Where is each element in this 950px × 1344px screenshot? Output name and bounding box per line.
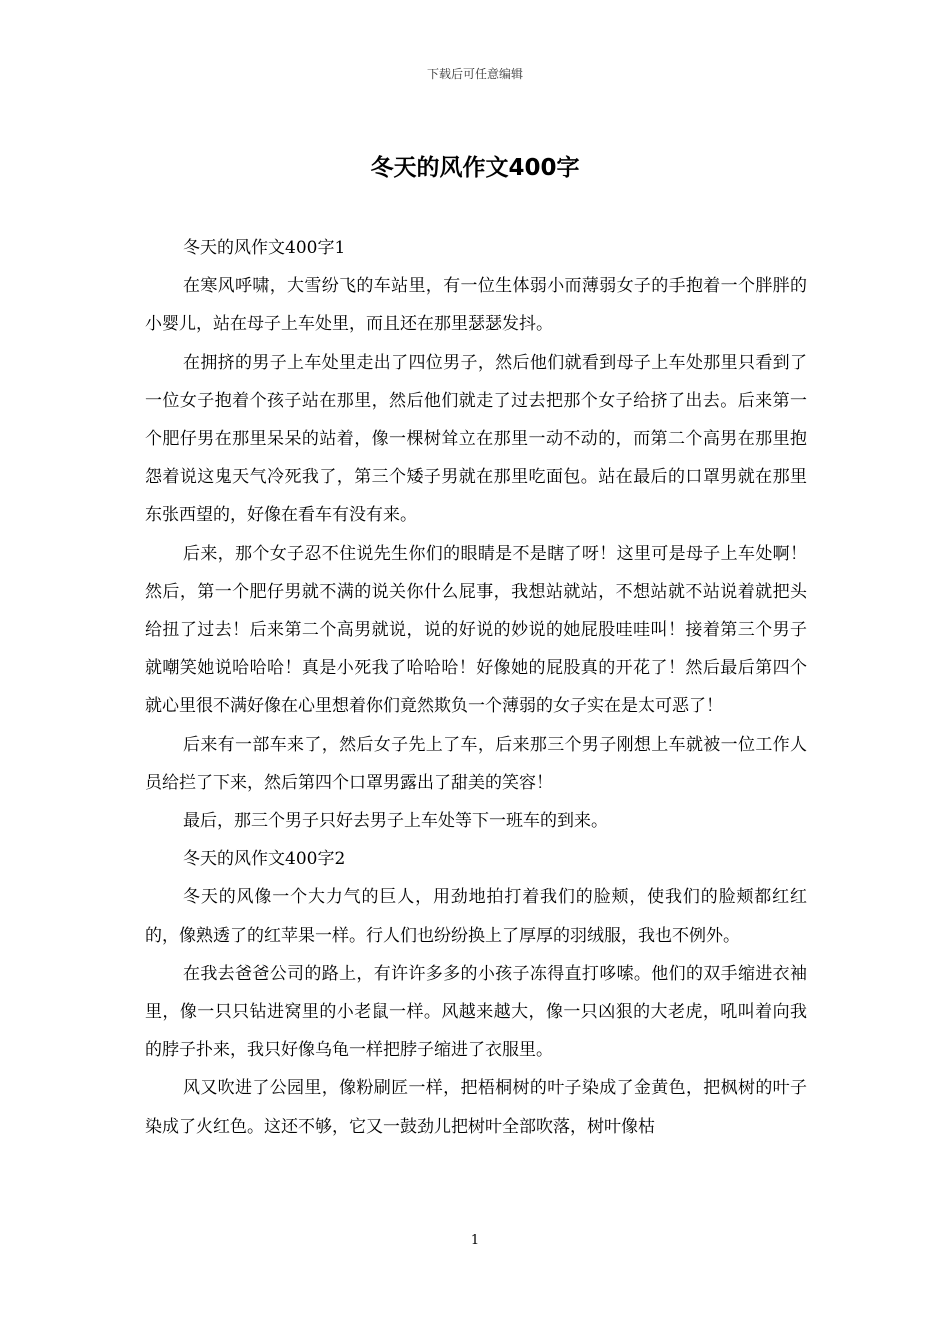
section-heading-1: 冬天的风作文400字1 (183, 238, 346, 258)
paragraph: 在我去爸爸公司的路上，有许许多多的小孩子冻得直打哆嗦。他们的双手缩进衣袖里，像一只只钻进窝里的小老鼠一样。风越来越大，像一只凶狠的大老虎，吼叫着向我的脖子扑来，我只好像乌龟一样把脖子缩进了衣服里。 (145, 963, 807, 1061)
paragraph: 在寒风呼啸，大雪纷飞的车站里，有一位生体弱小而薄弱女子的手抱着一个胖胖的小婴儿，站在母子上车处里，而且还在那里瑟瑟发抖。 (145, 276, 807, 335)
page-number: 1 (470, 1233, 480, 1248)
paragraph: 最后，那三个男子只好去男子上车处等下一班车的到来。 (183, 811, 608, 832)
paragraph: 风又吹进了公园里，像粉刷匠一样，把梧桐树的叶子染成了金黄色，把枫树的叶子染成了火红色。这还不够，它又一鼓劲儿把树叶全部吹落，树叶像枯 (145, 1078, 807, 1137)
section-heading-2: 冬天的风作文400字2 (183, 849, 346, 870)
page-header: 下载后可任意编辑 (426, 67, 523, 81)
document-title: 冬天的风作文400字 (370, 155, 580, 181)
paragraph: 冬天的风像一个大力气的巨人，用劲地拍打着我们的脸颊，使我们的脸颊都红红的，像熟透了的红苹果一样。行人们也纷纷换上了厚厚的羽绒服，我也不例外。 (145, 887, 807, 946)
document-body (145, 229, 807, 1146)
paragraph: 后来有一部车来了，然后女子先上了车，后来那三个男子刚想上车就被一位工作人员给拦了下来，然后第四个口罩男露出了甜美的笑容！ (145, 734, 807, 793)
paragraph: 后来，那个女子忍不住说先生你们的眼睛是不是瞎了呀！这里可是母子上车处啊！然后，第一个肥仔男就不满的说关你什么屁事，我想站就站，不想站就不站说着就把头给扭了过去！后来第二个高男就说，说的好说的妙说的她屁股哇哇叫！接着第三个男子就嘲笑她说哈哈哈！真是小死我了哈哈哈！好像她的屁股真的开花了！然后最后第四个就心里很不满好像在心里想着你们竟然欺负一个薄弱的女子实在是太可恶了！ (145, 543, 807, 717)
paragraph: 在拥挤的男子上车处里走出了四位男子，然后他们就看到母子上车处那里只看到了一位女子抱着个孩子站在那里，然后他们就走了过去把那个女子给挤了出去。后来第一个肥仔男在那里呆呆的站着，像一棵树耸立在那里一动不动的，而第二个高男在那里抱怨着说这鬼天气冷死我了，第三个矮子男就在那里吃面包。站在最后的口罩男就在那里东张西望的，好像在看车有没有来。 (145, 352, 807, 526)
